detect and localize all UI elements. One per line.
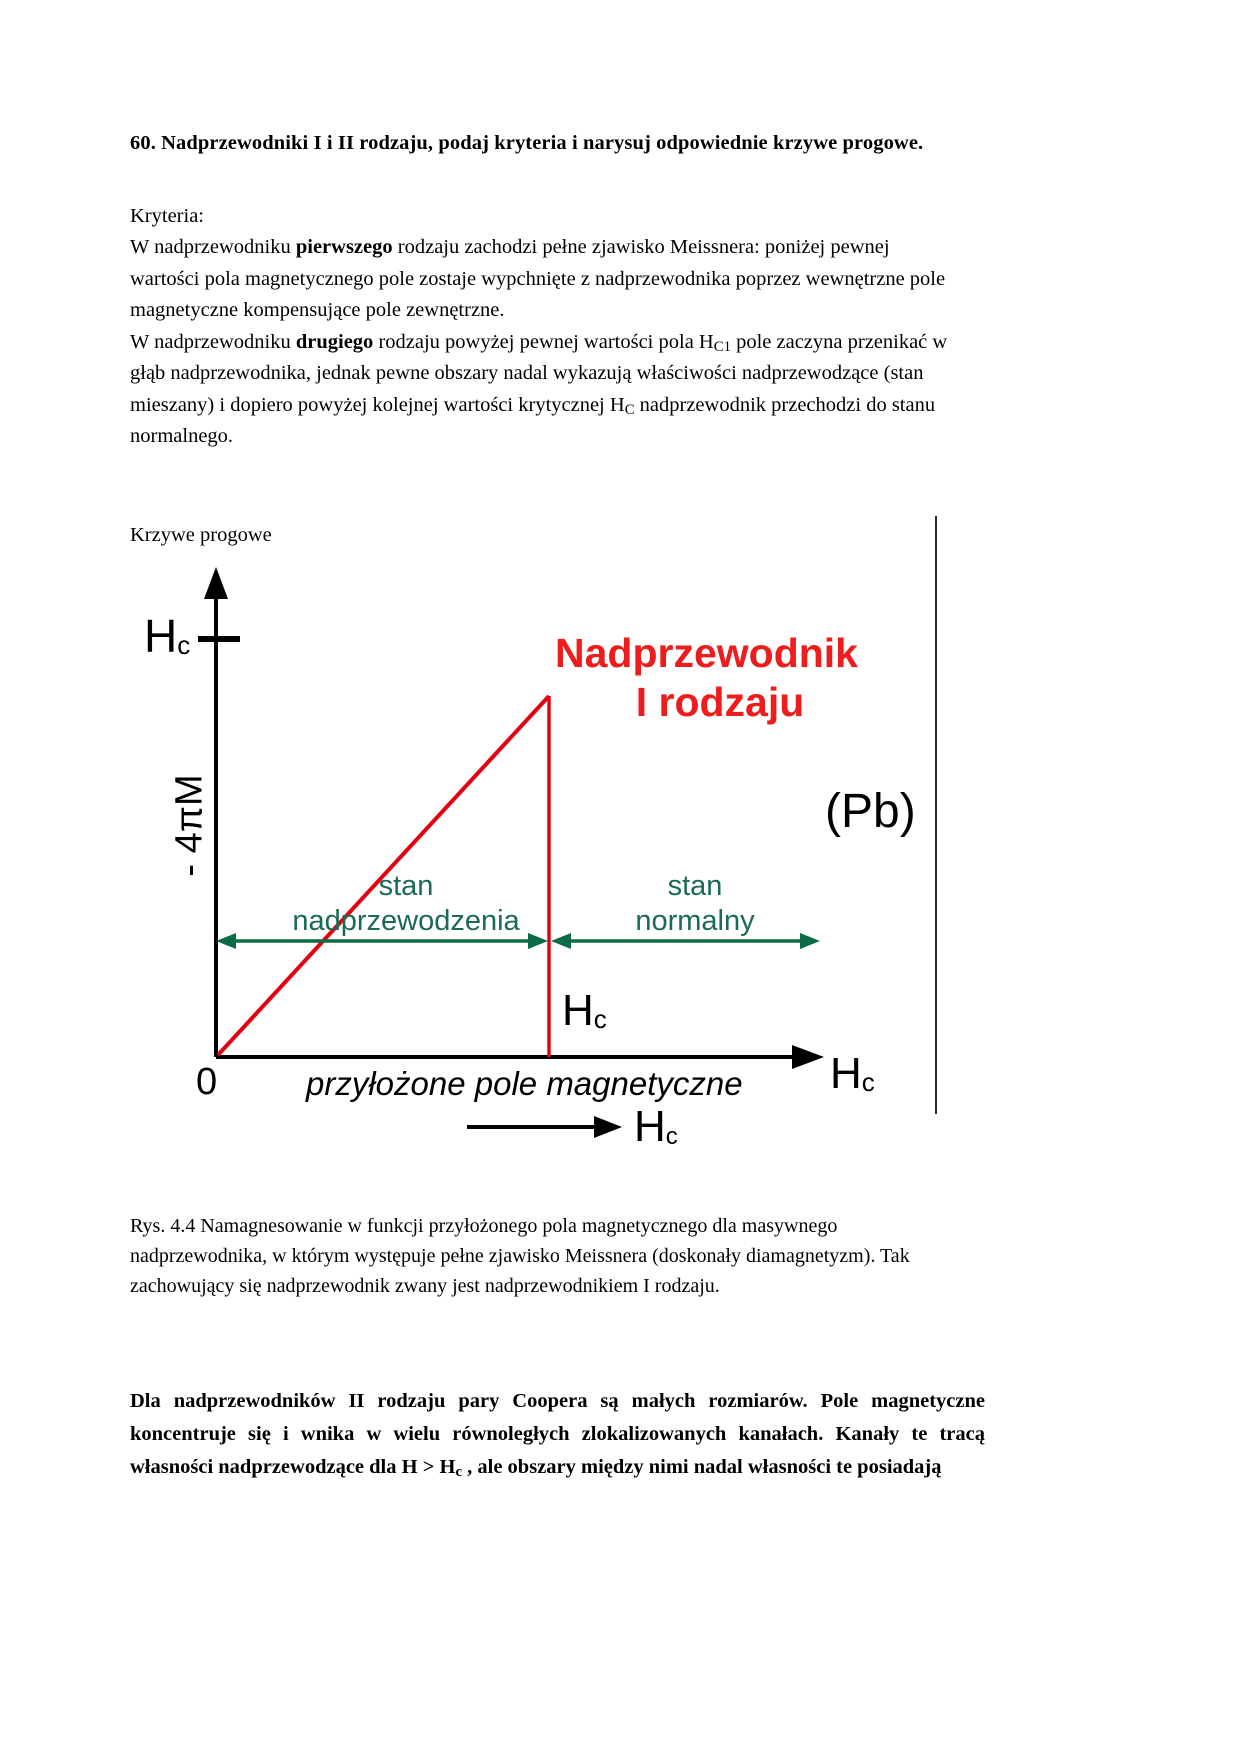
y-axis-tick-label (144, 609, 190, 663)
para2-part-a: W nadprzewodniku (130, 330, 296, 353)
para2-part-b: rodzaju powyżej pewnej wartości pola H (373, 330, 714, 353)
x-direction-symbol (634, 1102, 678, 1152)
document-content (130, 0, 1110, 1484)
x-critical-label (562, 986, 607, 1036)
para2-part-d: nadprzewodnik przechodzi do stanu normalnego. (130, 393, 936, 447)
x-dir-sub: c (665, 1122, 678, 1150)
paragraph-type-two (130, 327, 960, 453)
origin-label: 0 (196, 1060, 218, 1103)
chart-title-line2: I rodzaju (635, 678, 805, 725)
figure-heading: Krzywe progowe (130, 523, 272, 546)
para2-part-c: pole zaczyna przenikać w głąb nadprzewodnika, jednak pewne obszary nadal wykazują właściwości nadprzewodzące (stan mieszany) i dopiero powyżej kolejnej wartości krytycznej H (130, 330, 948, 416)
x-axis-right-label (830, 1049, 875, 1099)
para1-part-a: W nadprzewodniku (130, 236, 296, 258)
region-label-superconducting (260, 869, 552, 939)
para2-subscript-c1: C1 (713, 338, 731, 355)
x-right-sub: c (861, 1066, 875, 1097)
x-axis-label: przyłożone pole magnetyczne (306, 1064, 743, 1102)
region-left-line2: nadprzewodzenia (292, 904, 520, 937)
region-right-line1: stan (667, 869, 723, 902)
para2-subscript-c: C (624, 401, 635, 418)
closing-part-b: , ale obszary między nimi nadal własności te posiadają (462, 1455, 942, 1478)
region-label-normal (570, 869, 820, 939)
closing-subscript: c (455, 1463, 462, 1480)
threshold-curve-figure (130, 549, 950, 1159)
paragraph-type-one (130, 232, 960, 327)
region-left-line1: stan (378, 869, 434, 902)
region-right-line2: normalny (635, 904, 755, 937)
para1-bold-pierwszego: pierwszego (295, 236, 393, 258)
figure-caption: Rys. 4.4 Namagnesowanie w funkcji przyłożonego pola magnetycznego dla masywnego nadprzewodnika, w którym występuje pełne zjawisko Meissnera (doskonały diamagnetyzm). Tak zachowujący się nadprzewodnik zwany jest nadprzewodnikiem I rodzaju. (130, 1214, 910, 1297)
closing-part-a: Dla nadprzewodników II rodzaju pary Coopera są małych rozmiarów. Pole magnetyczne koncentruje się i wnika w wielu równoległych zlokalizowanych kanałach. Kanały te tracą własności nadprzewodzące dla H > H (130, 1389, 985, 1478)
page-title: 60. Nadprzewodniki I i II rodzaju, podaj kryteria i narysuj odpowiednie krzywe progowe. (130, 132, 924, 154)
x-right-h: H (830, 1048, 862, 1098)
y-tick-h: H (144, 609, 178, 662)
chart-title (555, 629, 885, 727)
y-axis-label: - 4πM (168, 773, 211, 877)
x-critical-h: H (562, 985, 594, 1035)
criteria-label: Kryteria: (130, 205, 204, 227)
y-tick-sub: c (177, 629, 191, 660)
chart-title-line1: Nadprzewodnik (555, 629, 858, 676)
para2-bold-drugiego: drugiego (295, 330, 374, 353)
para1-part-b: rodzaju zachodzi pełne zjawisko Meissnera: poniżej pewnej wartości pola magnetycznego pole zostaje wypchnięte z nadprzewodnika poprzez wewnętrzne pole magnetyczne kompensujące pole zewnętrzne. (130, 236, 946, 321)
x-direction-arrow (467, 1116, 622, 1138)
x-dir-h: H (634, 1101, 666, 1151)
closing-paragraph (130, 1301, 985, 1484)
x-critical-sub: c (593, 1003, 607, 1034)
material-label: (Pb) (825, 784, 916, 838)
